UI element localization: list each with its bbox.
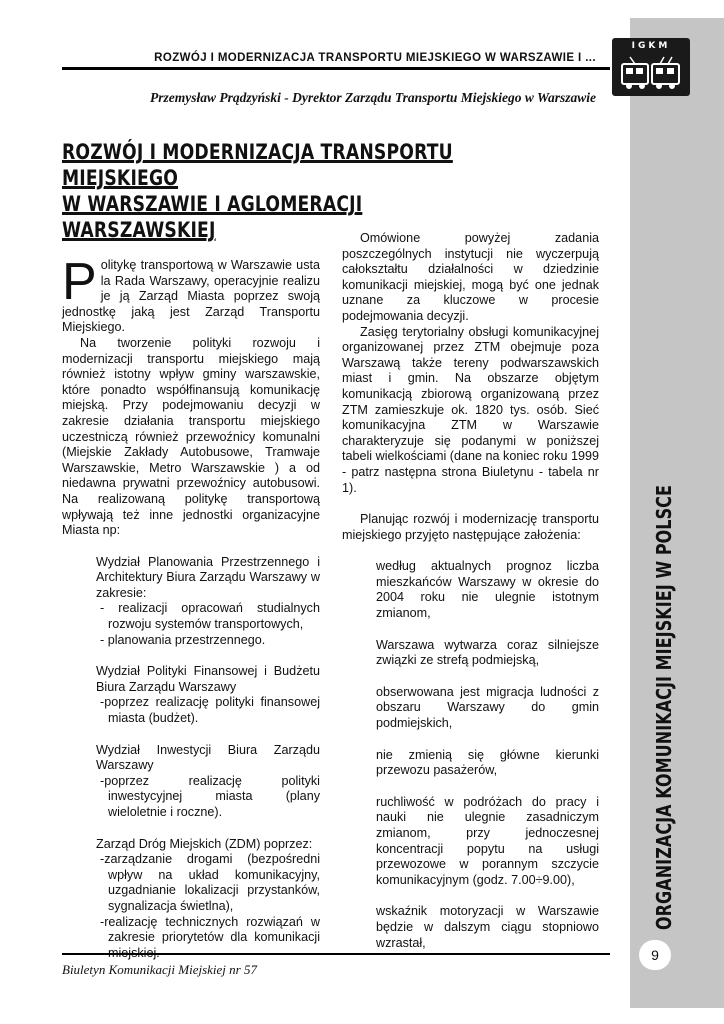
right-column xyxy=(342,231,599,951)
body-paragraph: Omówione powyżej zadania poszczególnych instytucji nie wyczerpują całokształtu działalności w dziedzinie komunikacji miejskiej, mogą być one jednak uznane za kluczowe w procesie podejmowania decyzji. xyxy=(342,231,599,323)
section-vertical-title: ORGANIZACJA KOMUNIKACJI MIEJSKIEJ W POLSCE xyxy=(652,485,676,930)
list-item xyxy=(342,559,599,621)
list-item-head: Wydział Polityki Finansowej i Budżetu Biura Zarządu Warszawy xyxy=(96,664,320,694)
running-header: ROZWÓJ I MODERNIZACJA TRANSPORTU MIEJSKIEGO W WARSZAWIE I ... xyxy=(154,52,596,64)
list-item xyxy=(62,664,320,726)
page-number: 9 xyxy=(639,940,671,970)
list-item xyxy=(342,685,599,732)
drop-cap: P xyxy=(62,253,97,311)
body-paragraph: Na tworzenie polityki rozwoju i modernizacji transportu miejskiego mają również istotny wpływ gminy warszawskie, które ponadto współfinansują komunikację miejską. Przy podejmowaniu decyzji w zakresie działania transportu miejskiego uczestniczą również przewoźnicy komunalni (Miejskie Zakłady Autobusowe, Tramwaje Warszawskie, Metro Warszawskie ) a od niedawna prywatni przewoźnicy autobusowi. Na realizowaną politykę transportową wpływają też inne jednostki organizacyjne Miasta np: xyxy=(62,335,320,538)
list-item xyxy=(62,743,320,821)
tram-bus-icon xyxy=(620,56,682,92)
list-item-sub: - realizacji opracowań studialnych rozwoju systemów transportowych, xyxy=(100,601,320,632)
list-item-head: Wydział Inwestycji Biura Zarządu Warszawy xyxy=(96,742,320,773)
author-line: Przemysław Prądzyński - Dyrektor Zarządu Transportu Miejskiego w Warszawie xyxy=(149,90,596,105)
list-item-sub: -realizację technicznych rozwiązań w zakresie priorytetów dla komunikacji xyxy=(100,914,320,945)
list-item xyxy=(342,795,599,889)
list-item-sub: - planowania przestrzennego. xyxy=(100,632,266,647)
list-item-head: Wydział Planowania Przestrzennego i Architektury Biura Zarządu Warszawy w zakresie: xyxy=(96,554,320,600)
list-item xyxy=(62,837,320,962)
header-rule xyxy=(62,67,610,70)
footer-text: Biuletyn Komunikacji Miejskiej nr 57 xyxy=(62,962,257,977)
sidebar-band xyxy=(630,18,724,1008)
title-line-1: ROZWÓJ I MODERNIZACJA TRANSPORTU MIEJSKIEGO xyxy=(62,140,453,190)
list-item-text: obserwowana jest migracja ludności z obszaru Warszawy do gmin podmiejskich, xyxy=(376,684,599,731)
list-item xyxy=(342,638,599,669)
list-item-sub: -poprzez realizację polityki inwestycyjnej miasta (plany wieloletnie i roczne). xyxy=(100,773,320,819)
list-item-text: według aktualnych prognoz liczba mieszkańców Warszawy w okresie do 2004 roku nie ulegnie istotnym zmianom, xyxy=(376,559,599,621)
article-title xyxy=(62,139,521,243)
list-item-sub: -poprzez realizację polityki finansowej miasta (budżet). xyxy=(100,695,320,726)
list-item xyxy=(342,904,599,951)
list-item xyxy=(342,748,599,779)
list-item-head: Zarząd Dróg Miejskich (ZDM) poprzez: xyxy=(96,836,313,851)
intro-paragraph xyxy=(62,253,320,336)
title-line-2: W WARSZAWIE I AGLOMERACJI WARSZAWSKIEJ xyxy=(62,192,363,242)
list-item-text: wskaźnik motoryzacji w Warszawie będzie w dalszym ciągu stopniowo wzrastał, xyxy=(376,904,599,950)
body-paragraph: Zasięg terytorialny obsługi komunikacyjnej organizowanej przez ZTM obejmuje poza Warszawą także tereny podwarszawskich miast i gmin. Na obszarze objętym komunikacją zbiorową organizowaną przez ZTM zamieszkuje ok. 1820 tys. osób. Sieć komunikacyjna ZTM w Warszawie charakteryzuje się podanymi w poniższej tabeli wielkościami (dane na koniec roku 1999 - patrz następna strona Biuletynu - tabela nr 1). xyxy=(342,324,599,495)
logo-text: IGKM xyxy=(631,41,671,51)
list-item-text: Warszawa wytwarza coraz silniejsze związki ze strefą podmiejską, xyxy=(376,637,599,668)
list-item-sub: -zarządzanie drogami (bezpośredni wpływ na układ komunikacyjny, uzgadnianie lokalizacji przystanków, sygnalizacja świetlna), xyxy=(100,852,320,913)
left-column xyxy=(62,253,320,961)
footer-rule xyxy=(62,953,610,955)
igkm-logo xyxy=(612,38,690,96)
list-item xyxy=(62,555,320,649)
list-item-text: nie zmienią się główne kierunki przewozu pasażerów, xyxy=(376,747,599,778)
body-paragraph: Planując rozwój i modernizację transportu miejskiego przyjęto następujące założenia: xyxy=(342,512,599,542)
intro-text: olitykę transportową w Warszawie usta la Rada Warszawy, operacyjnie realizu je ją Zarząd Miasta poprzez swoją jednostkę jaką jest Zarząd Transportu Miejskiego. xyxy=(62,258,320,335)
list-item-text: ruchliwość w podróżach do pracy i nauki nie ulegnie zasadniczym zmianom, przy jednoczesnej koncentracji popytu na usługi przewozowe w porannym szczycie komunikacyjnym (godz. 7.00÷9.00), xyxy=(376,794,599,887)
